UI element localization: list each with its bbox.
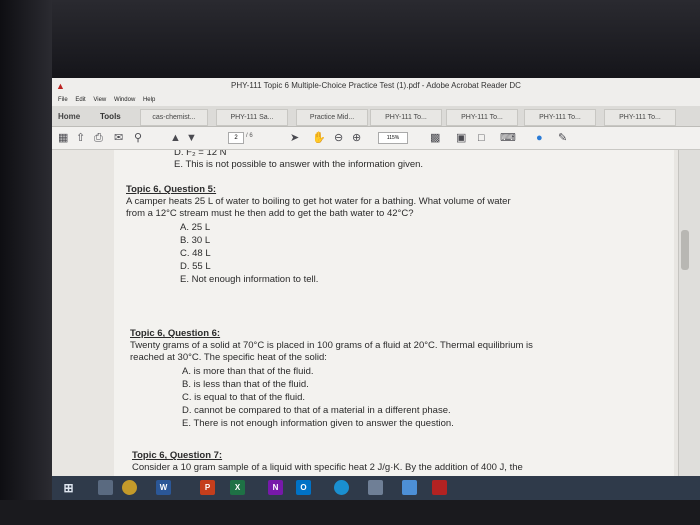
question-5-option-d: D. 55 L [180,261,211,272]
menu-window[interactable]: Window [113,97,136,103]
question-7-heading: Topic 6, Question 7: [132,450,223,461]
word-icon[interactable]: W [156,480,171,495]
menu-help[interactable]: Help [142,97,156,103]
question-5-option-b: B. 30 L [180,235,211,246]
menu-edit[interactable]: Edit [75,97,86,103]
hand-icon[interactable]: ✋ [312,132,326,144]
read-mode-icon[interactable]: □ [478,132,485,144]
question-6-option-b: B. is less than that of the fluid. [182,379,309,390]
pdf-page [114,150,674,476]
edge-icon[interactable] [334,480,349,495]
sign-icon[interactable]: ✎ [558,132,568,144]
tab-doc-2[interactable]: PHY-111 Sa... [216,109,288,126]
question-6-option-a: A. is more than that of the fluid. [182,366,314,377]
zoom-level[interactable]: 115% [378,132,408,144]
rotate-icon[interactable]: ▣ [456,132,467,144]
menu-file[interactable]: File [58,97,68,103]
keyboard-icon[interactable]: ⌨ [500,132,516,144]
question-5-option-e: E. Not enough information to tell. [180,274,319,285]
app-icon-2[interactable] [402,480,417,495]
tab-doc-3[interactable]: Practice Mid... [296,109,368,126]
acrobat-app-icon: ▲ [56,81,65,91]
document-viewport[interactable] [52,150,678,476]
question-6-heading: Topic 6, Question 6: [130,328,221,339]
tab-doc-1[interactable]: cas-chemist... [140,109,208,126]
page-number-input[interactable]: 2 [228,132,244,144]
browser-icon[interactable] [122,480,137,495]
monitor-bezel-left [0,0,52,525]
question-6-stem-line-2: reached at 30°C. The specific heat of the solid: [130,352,327,363]
toolbar [52,127,700,150]
print-icon[interactable]: ⎙ [94,132,103,144]
menu-bar [52,94,700,106]
tab-doc-6[interactable]: PHY-111 To... [524,109,596,126]
email-icon[interactable]: ✉ [114,132,124,144]
scrollbar-thumb[interactable] [681,230,689,270]
excel-icon[interactable]: X [230,480,245,495]
question-5-stem-line-1: A camper heats 25 L of water to boiling to get hot water for a bathing. What volume of water [126,196,511,207]
question-5-heading: Topic 6, Question 5: [126,184,217,195]
create-pdf-icon[interactable]: ▦ [58,132,69,144]
question-6-option-d: D. cannot be compared to that of a material in a different phase. [182,405,451,416]
question-6-option-c: C. is equal to that of the fluid. [182,392,306,403]
tab-bar [52,106,700,127]
windows-taskbar [52,476,700,500]
question-6-stem-line-1: Twenty grams of a solid at 70°C is placed in 100 grams of a fluid at 20°C. Thermal equilibrium is [130,340,533,351]
fit-icon[interactable]: ▩ [430,132,441,144]
comment-icon[interactable]: ● [536,132,543,144]
onenote-icon[interactable]: N [268,480,283,495]
previous-option-d: D. F₂ = 12 N [174,150,227,158]
acrobat-taskbar-icon[interactable] [432,480,447,495]
question-7-stem-line-1: Consider a 10 gram sample of a liquid with specific heat 2 J/g·K. By the addition of 400 J, the [132,462,523,473]
windows-start-icon[interactable]: ⊞ [63,481,74,495]
zoom-in-icon[interactable]: ⊕ [352,132,362,144]
outlook-icon[interactable]: O [296,480,311,495]
tab-doc-7[interactable]: PHY-111 To... [604,109,676,126]
page-count: / 6 [246,133,253,139]
monitor-bezel-top [0,0,700,78]
select-cursor-icon[interactable]: ➤ [290,132,300,144]
zoom-out-icon[interactable]: ⊖ [334,132,344,144]
question-5-option-c: C. 48 L [180,248,211,259]
next-page-icon[interactable]: ▼ [186,132,197,144]
tab-doc-5[interactable]: PHY-111 To... [446,109,518,126]
upload-icon[interactable]: ⇧ [76,132,86,144]
question-6-option-e: E. There is not enough information given to answer the question. [182,418,454,429]
powerpoint-icon[interactable]: P [200,480,215,495]
question-5-stem-line-2: from a 12°C stream must he then add to get the bath water to 42°C? [126,208,414,219]
window-title: PHY-111 Topic 6 Multiple-Choice Practice Test (1).pdf - Adobe Acrobat Reader DC [231,81,521,90]
right-tools-pane [678,150,700,476]
search-icon[interactable]: ⚲ [134,132,143,144]
tab-tools[interactable]: Tools [100,112,121,121]
tab-doc-4[interactable]: PHY-111 To... [370,109,442,126]
title-bar [52,78,700,94]
prev-page-icon[interactable]: ▲ [170,132,181,144]
file-explorer-icon[interactable] [98,480,113,495]
menu-view[interactable]: View [93,97,107,103]
monitor-bezel-bottom [0,500,700,525]
previous-option-e: E. This is not possible to answer with the information given. [174,159,424,170]
tab-home[interactable]: Home [58,112,81,121]
question-5-option-a: A. 25 L [180,222,211,233]
acrobat-window [52,78,700,500]
app-icon[interactable] [368,480,383,495]
